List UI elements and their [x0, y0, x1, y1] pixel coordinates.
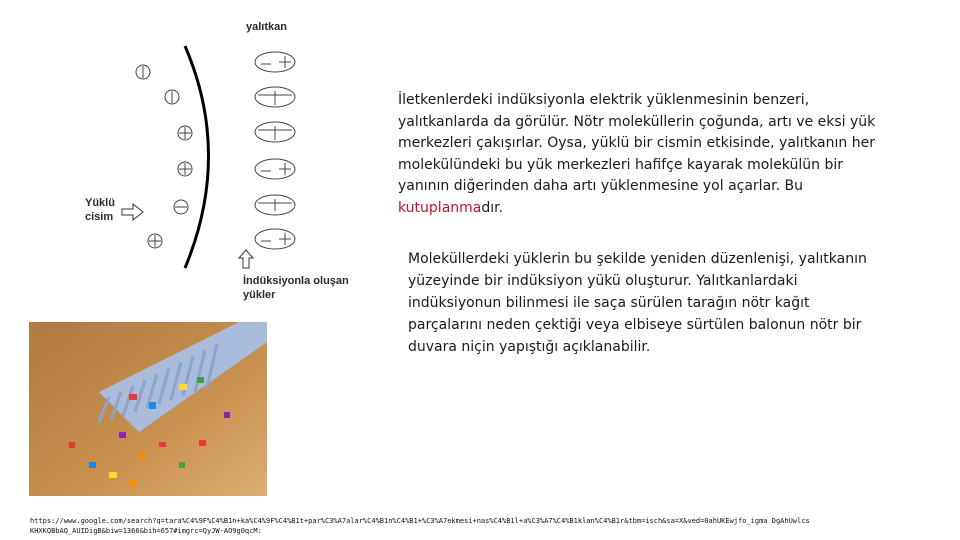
polarization-diagram	[0, 0, 360, 310]
molecule	[255, 52, 295, 72]
paragraph-induction: Moleküllerdeki yüklerin bu şekilde yeniden düzenlenişi, yalıtkanın yüzeyinde bir indüksiyon yükü oluşturur. Yalıtkanlardaki indüksiyonun bilinmesi ile saça sürülen tarağın nötr kağıt parçalarını neden çektiği veya elbiseye sürtülen balonun nötr bir duvara niçin yapıştığı açıklanabilir.	[408, 251, 867, 355]
molecule	[255, 87, 295, 107]
charged-body-arc	[185, 46, 209, 268]
arrow-up-icon	[239, 250, 253, 268]
molecule	[255, 159, 295, 179]
polarized-molecules	[255, 52, 295, 249]
charged-body-charges	[136, 65, 192, 248]
molecule	[255, 122, 295, 142]
insulator-label: yalıtkan	[246, 21, 287, 33]
paragraph-polarization	[398, 90, 878, 219]
highlight-term: kutuplanma	[398, 199, 482, 216]
arrow-right-icon	[122, 204, 143, 220]
paragraph1-tail: dır.	[481, 199, 504, 216]
paragraph1-main: İletkenlerdeki indüksiyonla elektrik yüklenmesinin benzeri, yalıtkanlarda da görülür. Nötr moleküllerin çoğunda, artı ve eksi yük merkezleri çakışırlar. Oysa, yüklü bir cismin etkisinde, yalıtkanın her molekülündeki bu yük merkezleri hafifçe kayarak molekülün bir yanının diğerinden daha artı yüklenmesine yol açarlar. Bu	[398, 92, 876, 194]
induced-charges-label: İndüksiyonla oluşan yükler	[243, 275, 349, 301]
comb-paper-photo	[29, 322, 267, 496]
source-url[interactable]: https://www.google.com/search?q=tara%C4%9F%C4%B1n+ka%C4%9F%C4%B1t+par%C3%A7alar%C4%B1n%C4%B1+%C3%A7ekmesi+nas%C4%B1l+a%C3%A7%C4%B1klan%C4%B1r&tbm=isch&sa=X&ved=0ahUKEwjfo_igma DgAhUwlcsKHXKQBbAQ_AUIDigB&biw=1366&bih=657#imgrc=QyJW-AO9g0qcM:	[30, 517, 810, 535]
molecule	[255, 195, 295, 215]
molecule	[255, 229, 295, 249]
charged-body-label: Yüklü cisim	[85, 197, 115, 223]
